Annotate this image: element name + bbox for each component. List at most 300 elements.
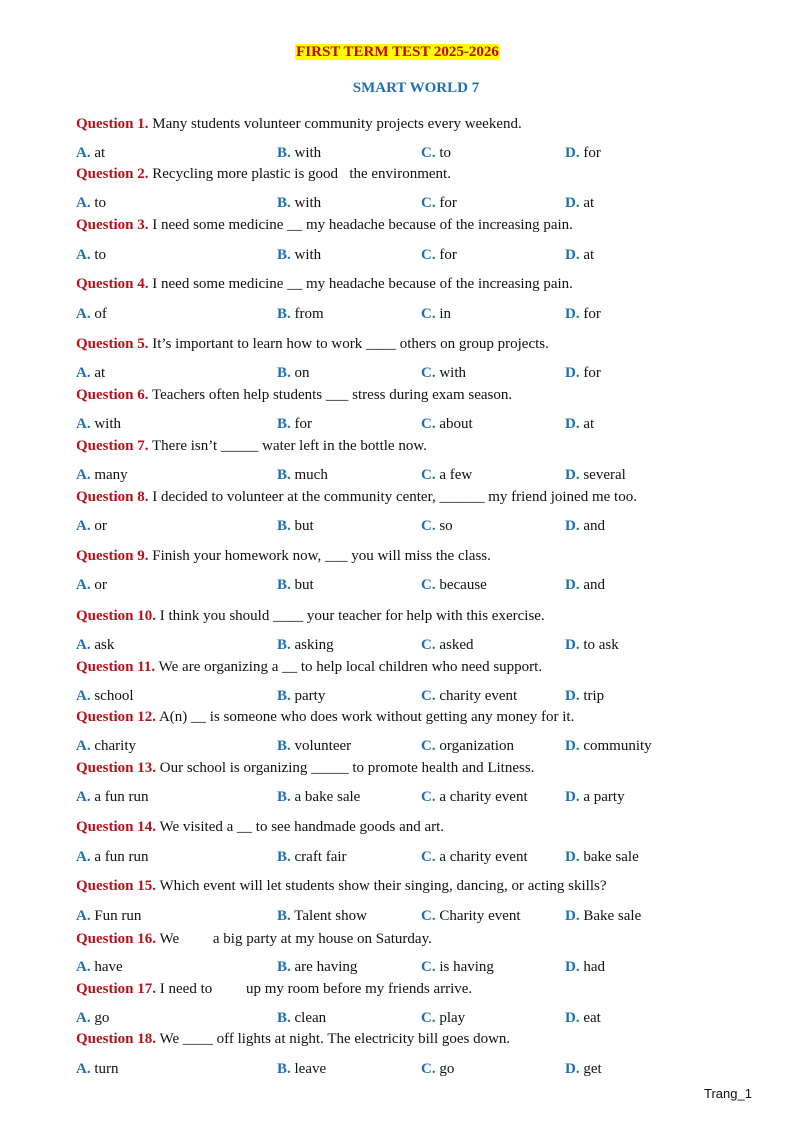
option-letter: B. [277,247,291,263]
option-a[interactable] [76,245,106,265]
option-a[interactable] [76,465,128,485]
option-b[interactable] [277,363,310,383]
question-1 [76,114,736,134]
option-text: for [439,195,457,211]
question-text-continued: my headache because of the increasing pain. [302,276,573,292]
option-letter: C. [421,577,436,593]
option-b[interactable] [277,304,324,324]
question-14 [76,817,736,837]
question-text-continued: my friend joined me too. [484,489,637,505]
question-16 [76,929,736,949]
option-letter: B. [277,577,291,593]
option-letter: A. [76,247,91,263]
option-letter: C. [421,247,436,263]
option-text: with [294,195,322,211]
option-text: have [94,959,123,975]
option-c[interactable] [421,1059,454,1079]
question-label: Question 7. [76,438,149,454]
option-text: from [294,306,324,322]
option-b[interactable] [277,906,367,926]
option-d[interactable] [565,363,601,383]
option-d[interactable] [565,1008,601,1028]
question-label: Question 9. [76,548,149,564]
question-11 [76,657,736,677]
option-text: about [439,416,473,432]
option-text: a fun run [94,789,149,805]
question-text: I need some medicine [152,276,288,292]
option-text: and [583,518,606,534]
option-text: to ask [583,637,619,653]
answer-blank: __ [282,659,298,675]
question-13 [76,758,736,778]
question-text: There isn’t [152,438,221,454]
question-text: We [159,931,210,947]
option-text: much [294,467,328,483]
option-d[interactable] [565,516,605,536]
option-text: for [583,306,601,322]
option-letter: A. [76,145,91,161]
question-text-continued: off lights at night. The electricity bill goes down. [212,1031,511,1047]
option-letter: A. [76,738,91,754]
question-5 [76,334,736,354]
option-a[interactable] [76,304,107,324]
option-b[interactable] [277,736,351,756]
option-letter: B. [277,195,291,211]
test-title [0,42,795,62]
option-letter: A. [76,789,91,805]
option-letter: C. [421,1010,436,1026]
option-text: craft fair [294,849,347,865]
option-text: or [94,577,107,593]
option-c[interactable] [421,193,457,213]
option-a[interactable] [76,635,114,655]
option-a[interactable] [76,414,121,434]
option-text: of [94,306,107,322]
option-text: a charity event [439,789,528,805]
option-letter: C. [421,365,436,381]
option-letter: B. [277,416,291,432]
question-text: We [159,1031,183,1047]
question-text: A(n) [158,709,192,725]
question-text-continued: to help local children who need support. [297,659,543,675]
option-text: but [294,577,314,593]
option-c[interactable] [421,736,514,756]
question-label: Question 11. [76,659,156,675]
option-a[interactable] [76,575,107,595]
option-text: turn [94,1061,119,1077]
option-text: for [439,247,457,263]
option-letter: B. [277,738,291,754]
question-text-continued: to see handmade goods and art. [252,819,445,835]
option-d[interactable] [565,736,652,756]
option-c[interactable] [421,847,528,867]
option-d[interactable] [565,414,594,434]
question-10 [76,606,736,626]
question-text-continued: to promote health and Litness. [348,760,535,776]
option-c[interactable] [421,304,451,324]
question-label: Question 5. [76,336,149,352]
option-text: party [294,688,326,704]
option-letter: B. [277,688,291,704]
question-text-continued: your teacher for help with this exercise. [303,608,545,624]
option-text: many [94,467,128,483]
option-letter: C. [421,959,436,975]
question-6 [76,385,736,405]
option-text: eat [583,1010,601,1026]
option-text: trip [583,688,605,704]
option-text: with [294,247,322,263]
option-text: in [439,306,452,322]
option-letter: B. [277,467,291,483]
option-c[interactable] [421,575,487,595]
option-letter: D. [565,789,580,805]
option-d[interactable] [565,686,604,706]
option-letter: C. [421,306,436,322]
option-text: on [294,365,310,381]
question-text-continued: you will miss the class. [347,548,491,564]
question-label: Question 2. [76,166,149,182]
option-letter: A. [76,416,91,432]
question-9 [76,546,736,566]
option-text: organization [439,738,515,754]
answer-blank: ____ [182,1031,213,1047]
option-d[interactable] [565,245,594,265]
question-18 [76,1029,736,1049]
question-15 [76,876,736,896]
option-b[interactable] [277,1059,326,1079]
question-label: Question 1. [76,116,149,132]
option-b[interactable] [277,787,360,807]
option-c[interactable] [421,686,517,706]
question-label: Question 4. [76,276,149,292]
option-text: had [583,959,606,975]
option-letter: D. [565,365,580,381]
question-text-continued: stress during exam season. [348,387,513,403]
question-label: Question 8. [76,489,149,505]
option-letter: D. [565,688,580,704]
option-a[interactable] [76,847,149,867]
answer-options [76,516,736,536]
option-c[interactable] [421,1008,465,1028]
option-text: go [94,1010,110,1026]
question-text: It’s important to learn how to work [152,336,366,352]
option-a[interactable] [76,363,105,383]
question-8 [76,487,736,507]
option-b[interactable] [277,143,321,163]
option-d[interactable] [565,143,601,163]
option-letter: D. [565,1010,580,1026]
question-text-continued: is someone who does work without getting any money for it. [206,709,575,725]
option-letter: A. [76,849,91,865]
question-text: I think you should [159,608,274,624]
option-c[interactable] [421,906,521,926]
answer-options [76,143,736,163]
option-b[interactable] [277,193,321,213]
answer-options [76,957,736,977]
question-text: Teachers often help students [152,387,326,403]
option-text: with [439,365,467,381]
option-a[interactable] [76,143,105,163]
option-text: charity [94,738,136,754]
option-c[interactable] [421,245,457,265]
option-letter: C. [421,637,436,653]
answer-blank: _____ [220,438,259,454]
question-label: Question 17. [76,981,157,997]
answer-blank: ___ [325,548,348,564]
option-b[interactable] [277,1008,326,1028]
question-17 [76,979,736,999]
option-d[interactable] [565,575,605,595]
option-letter: D. [565,849,580,865]
option-text: a few [439,467,473,483]
option-a[interactable] [76,1008,109,1028]
option-d[interactable] [565,957,605,977]
answer-options [76,304,736,324]
option-letter: D. [565,738,580,754]
answer-options [76,736,736,756]
option-letter: A. [76,1010,91,1026]
option-letter: D. [565,195,580,211]
option-letter: A. [76,306,91,322]
option-text: clean [294,1010,327,1026]
question-text: Our school is organizing [159,760,312,776]
question-text-continued: a big party at my house on Saturday. [209,931,432,947]
option-letter: C. [421,908,436,924]
option-c[interactable] [421,143,451,163]
option-text: or [94,518,107,534]
option-letter: A. [76,577,91,593]
option-text: and [583,577,606,593]
answer-options [76,686,736,706]
question-label: Question 16. [76,931,157,947]
option-d[interactable] [565,1059,602,1079]
option-b[interactable] [277,414,312,434]
option-d[interactable] [565,304,601,324]
option-text: charity event [439,688,518,704]
answer-options [76,1008,736,1028]
option-d[interactable] [565,193,594,213]
option-letter: B. [277,365,291,381]
option-text: a bake sale [294,789,361,805]
option-a[interactable] [76,906,141,926]
option-text: with [94,416,122,432]
page-number: Trang_1 [704,1086,752,1101]
option-d[interactable] [565,906,641,926]
question-label: Question 15. [76,878,157,894]
option-text: Fun run [94,908,142,924]
option-text: because [439,577,487,593]
option-a[interactable] [76,516,107,536]
question-text-continued: the environment. [345,166,451,182]
question-4 [76,274,736,294]
option-d[interactable] [565,847,639,867]
answer-options [76,245,736,265]
option-text: get [583,1061,602,1077]
question-text-continued: my headache because of the increasing pain. [302,217,573,233]
option-text: community [583,738,652,754]
option-letter: B. [277,637,291,653]
option-letter: C. [421,518,436,534]
option-text: Bake sale [583,908,642,924]
option-text: volunteer [294,738,352,754]
test-title-text: FIRST TERM TEST 2025-2026 [296,44,499,60]
question-7 [76,436,736,456]
option-text: at [583,247,595,263]
option-c[interactable] [421,465,472,485]
question-label: Question 13. [76,760,157,776]
option-a[interactable] [76,957,123,977]
option-c[interactable] [421,787,528,807]
option-b[interactable] [277,847,347,867]
answer-blank: __ [287,217,303,233]
answer-blank: __ [287,276,303,292]
answer-blank: __ [191,709,207,725]
option-letter: A. [76,908,91,924]
option-a[interactable] [76,686,134,706]
option-text: with [294,145,322,161]
option-letter: A. [76,365,91,381]
question-2 [76,164,736,184]
answer-options [76,847,736,867]
answer-options [76,465,736,485]
answer-options [76,575,736,595]
option-text: are having [294,959,358,975]
option-letter: D. [565,908,580,924]
option-letter: D. [565,637,580,653]
option-letter: B. [277,849,291,865]
option-letter: A. [76,1061,91,1077]
option-text: but [294,518,314,534]
option-letter: B. [277,908,291,924]
option-text: ask [94,637,115,653]
option-c[interactable] [421,363,466,383]
option-text: a charity event [439,849,528,865]
option-letter: B. [277,959,291,975]
option-letter: D. [565,577,580,593]
answer-options [76,635,736,655]
question-label: Question 14. [76,819,157,835]
option-text: at [583,416,595,432]
option-c[interactable] [421,957,494,977]
option-text: for [583,365,601,381]
option-text: for [294,416,313,432]
option-text: Charity event [439,908,521,924]
question-text: Finish your homework now, [152,548,326,564]
option-letter: A. [76,637,91,653]
option-a[interactable] [76,736,136,756]
test-subtitle: SMART WORLD 7 [352,80,480,96]
option-text: a party [583,789,625,805]
option-text: at [94,145,106,161]
answer-options [76,363,736,383]
option-letter: D. [565,1061,580,1077]
option-b[interactable] [277,957,357,977]
question-text: We are organizing a [158,659,283,675]
option-text: several [583,467,626,483]
option-text: at [94,365,106,381]
answer-options [76,906,736,926]
option-letter: A. [76,518,91,534]
option-text: play [439,1010,466,1026]
option-letter: C. [421,195,436,211]
question-text: We visited a [159,819,238,835]
option-text: asking [294,637,334,653]
option-letter: B. [277,789,291,805]
option-text: leave [294,1061,327,1077]
option-letter: D. [565,306,580,322]
option-letter: C. [421,1061,436,1077]
answer-blank: ___ [325,387,349,403]
question-12 [76,707,736,727]
option-c[interactable] [421,414,473,434]
answer-blank: ______ [439,489,485,505]
option-letter: C. [421,416,436,432]
option-letter: B. [277,306,291,322]
option-d[interactable] [565,465,626,485]
option-c[interactable] [421,635,474,655]
answer-blank: ____ [273,608,304,624]
question-text-continued: up my room before my friends arrive. [242,981,473,997]
option-text: school [94,688,134,704]
option-text: for [583,145,601,161]
option-a[interactable] [76,193,106,213]
option-letter: D. [565,467,580,483]
option-b[interactable] [277,465,328,485]
option-letter: B. [277,1010,291,1026]
option-letter: D. [565,518,580,534]
option-letter: D. [565,416,580,432]
question-text: I need some medicine [152,217,288,233]
answer-blank: __ [237,819,253,835]
option-letter: C. [421,145,436,161]
option-text: to [94,247,107,263]
option-b[interactable] [277,686,325,706]
question-text-continued: water left in the bottle now. [258,438,427,454]
option-b[interactable] [277,516,314,536]
option-text: to [439,145,452,161]
option-text: go [439,1061,455,1077]
answer-options [76,1059,736,1079]
option-d[interactable] [565,787,625,807]
option-text: Talent show [294,908,367,924]
option-text: so [439,518,453,534]
answer-blank: ____ [365,336,396,352]
option-letter: A. [76,467,91,483]
option-letter: D. [565,145,580,161]
option-a[interactable] [76,787,149,807]
option-d[interactable] [565,635,619,655]
option-a[interactable] [76,1059,119,1079]
answer-options [76,414,736,434]
option-b[interactable] [277,635,334,655]
option-c[interactable] [421,516,453,536]
answer-options [76,787,736,807]
option-letter: A. [76,959,91,975]
option-letter: C. [421,688,436,704]
option-text: to [94,195,107,211]
question-text: Many students volunteer community projects every weekend. [152,116,522,132]
option-b[interactable] [277,245,321,265]
answer-options [76,193,736,213]
question-text: I need to [159,981,243,997]
answer-blank: _____ [311,760,349,776]
question-label: Question 12. [76,709,157,725]
option-letter: B. [277,518,291,534]
option-letter: C. [421,467,436,483]
option-b[interactable] [277,575,314,595]
question-text: Recycling more plastic is good [152,166,346,182]
question-text: I decided to volunteer at the community center, [152,489,440,505]
